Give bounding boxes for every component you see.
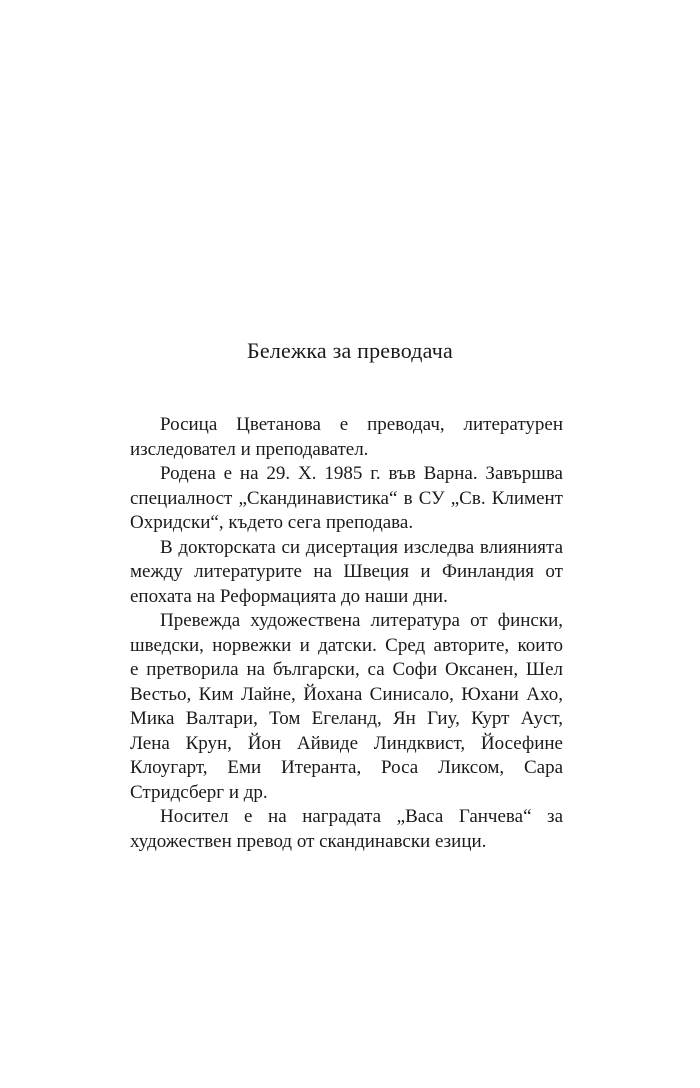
- text-line: Превежда художествена литература от фински,: [160, 610, 563, 631]
- text-line: Носител е на наградата „Васа Ганчева“ за: [160, 806, 563, 827]
- paragraph-1: [130, 413, 563, 462]
- text-line: Мика Валтари, Том Егеланд, Ян Гиу, Курт Ауст,: [130, 708, 563, 729]
- paragraph-3: [130, 536, 563, 610]
- text-line: специалност „Скандинавистика“ в СУ „Св. Климент: [130, 487, 563, 509]
- text-line: Стридсберг и др.: [130, 781, 268, 803]
- text-line: Лена Крун, Йон Айвиде Линдквист, Йосефине: [130, 732, 563, 754]
- text-line: е претворила на български, са Софи Оксанен, Шел: [130, 659, 563, 680]
- text-line: Родена е на 29. X. 1985 г. във Варна. Завършва: [160, 463, 563, 484]
- paragraph-4: [130, 609, 563, 805]
- text-line: Росица Цветанова е преводач, литературен: [160, 414, 563, 435]
- text-line: Охридски“, където сега преподава.: [130, 512, 414, 533]
- text-line: изследовател и преподавател.: [130, 438, 369, 460]
- text-line: Клоугарт, Еми Итеранта, Роса Ликсом, Сара: [130, 757, 563, 778]
- paragraph-5: [130, 805, 563, 854]
- text-line: между литературите на Швеция и Финландия от: [130, 561, 563, 582]
- text-line: художествен превод от скандинавски езици.: [130, 830, 487, 852]
- paragraph-2: [130, 462, 563, 536]
- page-title: Бележка за преводача: [247, 338, 453, 363]
- text-line: В докторската си дисертация изследва влиянията: [160, 536, 563, 558]
- text-line: епохата на Реформацията до наши дни.: [130, 585, 448, 607]
- text-line: шведски, норвежки и датски. Сред авторите, които: [130, 634, 563, 656]
- translator-note-body: [130, 413, 563, 854]
- text-line: Вестьо, Ким Лайне, Йохана Синисало, Юхани Ахо,: [130, 683, 563, 705]
